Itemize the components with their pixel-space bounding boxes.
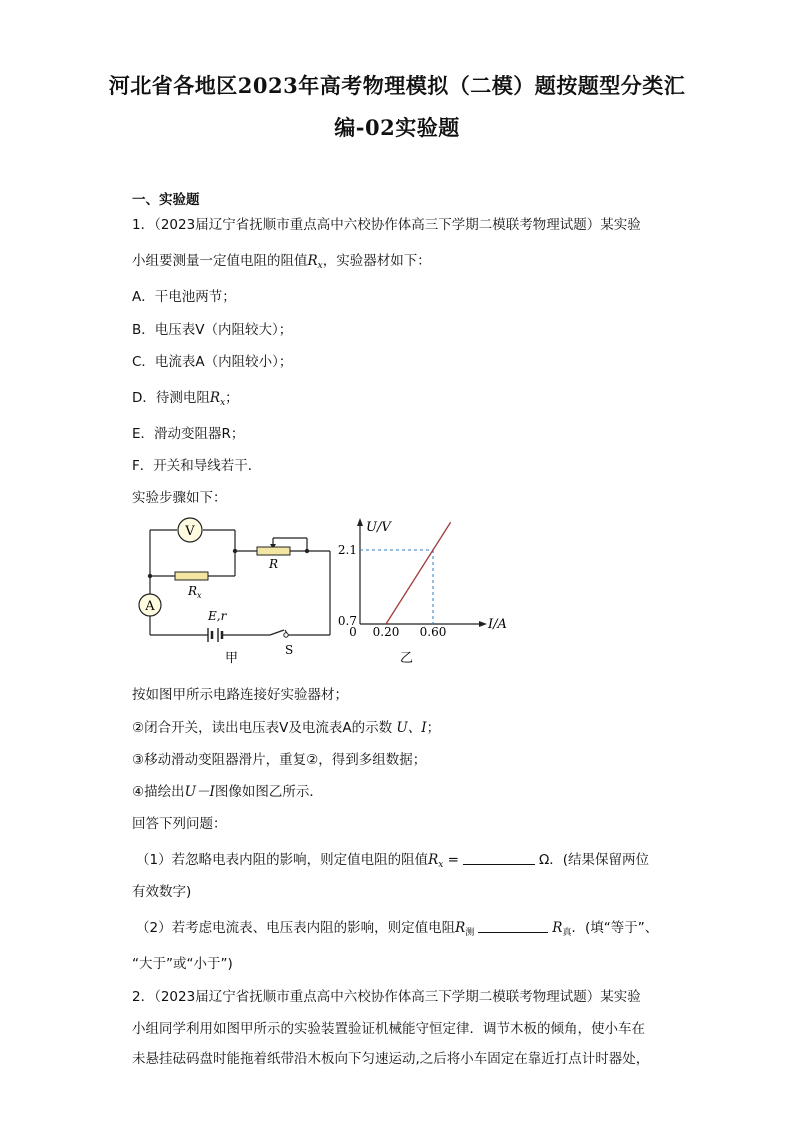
battery-label: E,r — [208, 609, 227, 623]
step-4-pre: ④描绘出 — [132, 784, 185, 800]
battery-icon — [208, 628, 222, 642]
answer-heading: 回答下列问题： — [132, 816, 227, 832]
item-b: B．电压表V（内阻较大）； — [132, 322, 293, 338]
q1-line1: 1．（2023届辽宁省抚顺市重点高中六校协作体高三下学期二模联考物理试题）某实验 — [132, 217, 641, 233]
origin-label: 0 — [349, 625, 357, 639]
item-d-symbol: R — [209, 390, 221, 406]
item-e: E．滑动变阻器R； — [132, 426, 245, 442]
sub1-pre: （1）若忽略电表内阻的影响，则定值电阻的阻值 — [136, 852, 429, 868]
resistor-rx-icon — [175, 572, 208, 580]
sub2-symbol-measured: R — [455, 920, 466, 936]
q1-line2-pre: 小组要测量一定值电阻的阻值 — [132, 253, 308, 269]
document-title-line2: 编-02实验题 — [334, 115, 460, 140]
y-tick-label: 0.7 — [337, 614, 357, 628]
item-f: F．开关和导线若干． — [132, 458, 262, 474]
switch-icon — [284, 633, 288, 637]
item-a: A．干电池两节； — [132, 289, 236, 305]
circuit-diagram — [130, 510, 350, 670]
step-2-pre: ②闭合开关，读出电压表V及电流表A的示数 — [132, 720, 393, 736]
switch-label: S — [285, 643, 294, 657]
ammeter-label: A — [145, 599, 155, 614]
sub1-line2: 有效数字) — [132, 884, 192, 900]
document-title-line1: 河北省各地区2023年高考物理模拟（二模）题按题型分类汇 — [108, 73, 686, 98]
sub-question-1 — [136, 848, 649, 870]
answer-blank-2[interactable] — [478, 920, 548, 933]
q1-line2 — [132, 249, 431, 271]
voltmeter-label: V — [185, 524, 195, 539]
sub1-symbol: R — [428, 852, 439, 868]
sub1-eq: = — [443, 852, 459, 868]
step-2-vars: U、I — [396, 720, 427, 736]
q2-line2: 小组同学利用如图甲所示的实验装置验证机械能守恒定律．调节木板的倾角，使小车在 — [132, 1021, 645, 1037]
y-tick-label: 2.1 — [337, 543, 357, 557]
step-4 — [132, 780, 323, 800]
circuit-caption: 甲 — [225, 651, 239, 666]
item-d-subscript: x — [220, 398, 226, 408]
answer-blank-1[interactable] — [463, 852, 535, 865]
sub-question-2 — [136, 916, 658, 938]
rx-symbol: R — [307, 253, 318, 269]
ui-graph — [332, 510, 522, 670]
x-tick-label: 0.60 — [419, 625, 447, 639]
q2-line3: 未悬挂砝码盘时能拖着纸带沿木板向下匀速运动,之后将小车固定在靠近打点计时器处， — [132, 1051, 650, 1067]
sub2-subscript-measured: 测 — [465, 928, 475, 938]
section-heading: 一、实验题 — [132, 192, 200, 208]
rheostat-label: R — [269, 557, 279, 571]
steps-heading: 实验步骤如下： — [132, 490, 227, 506]
x-tick-label: 0.20 — [372, 625, 400, 639]
step-4-var: U－I — [184, 784, 215, 800]
step-2 — [132, 716, 440, 736]
q2-line1: 2．（2023届辽宁省抚顺市重点高中六校协作体高三下学期二模联考物理试题）某实验 — [132, 989, 641, 1005]
sub1-post: Ω．(结果保留两位 — [538, 852, 650, 868]
item-c: C．电流表A（内阻较小）； — [132, 354, 293, 370]
sub2-post: ．(填“等于”、 — [571, 920, 659, 936]
q1-line2-post: ，实验器材如下： — [322, 253, 431, 269]
sub1-subscript: x — [438, 860, 444, 870]
sub2-pre: （2）若考虑电流表、电压表内阻的影响，则定值电阻 — [136, 920, 456, 936]
sub2-subscript-true: 真 — [562, 928, 572, 938]
rx-subscript: x — [317, 261, 323, 271]
graph-caption: 乙 — [400, 651, 414, 666]
item-d-pre: D．待测电阻 — [132, 390, 210, 406]
y-axis-label: U/V — [366, 520, 391, 535]
sub2-symbol-true: R — [552, 920, 563, 936]
resistor-rx-label: $R_x$ — [188, 584, 202, 600]
sub2-line2: “大于”或“小于”) — [132, 956, 233, 972]
x-axis-label: I/A — [488, 617, 507, 632]
step-2-post: ； — [426, 720, 441, 736]
item-d — [132, 386, 239, 408]
data-line — [386, 522, 451, 624]
step-3: ③移动滑动变阻器滑片，重复②，得到多组数据； — [132, 752, 427, 768]
rheostat-icon — [257, 547, 290, 555]
step-4-post: 图像如图乙所示． — [214, 784, 323, 800]
item-d-post: ； — [225, 390, 239, 406]
step-1: 按如图甲所示电路连接好实验器材； — [132, 687, 348, 703]
